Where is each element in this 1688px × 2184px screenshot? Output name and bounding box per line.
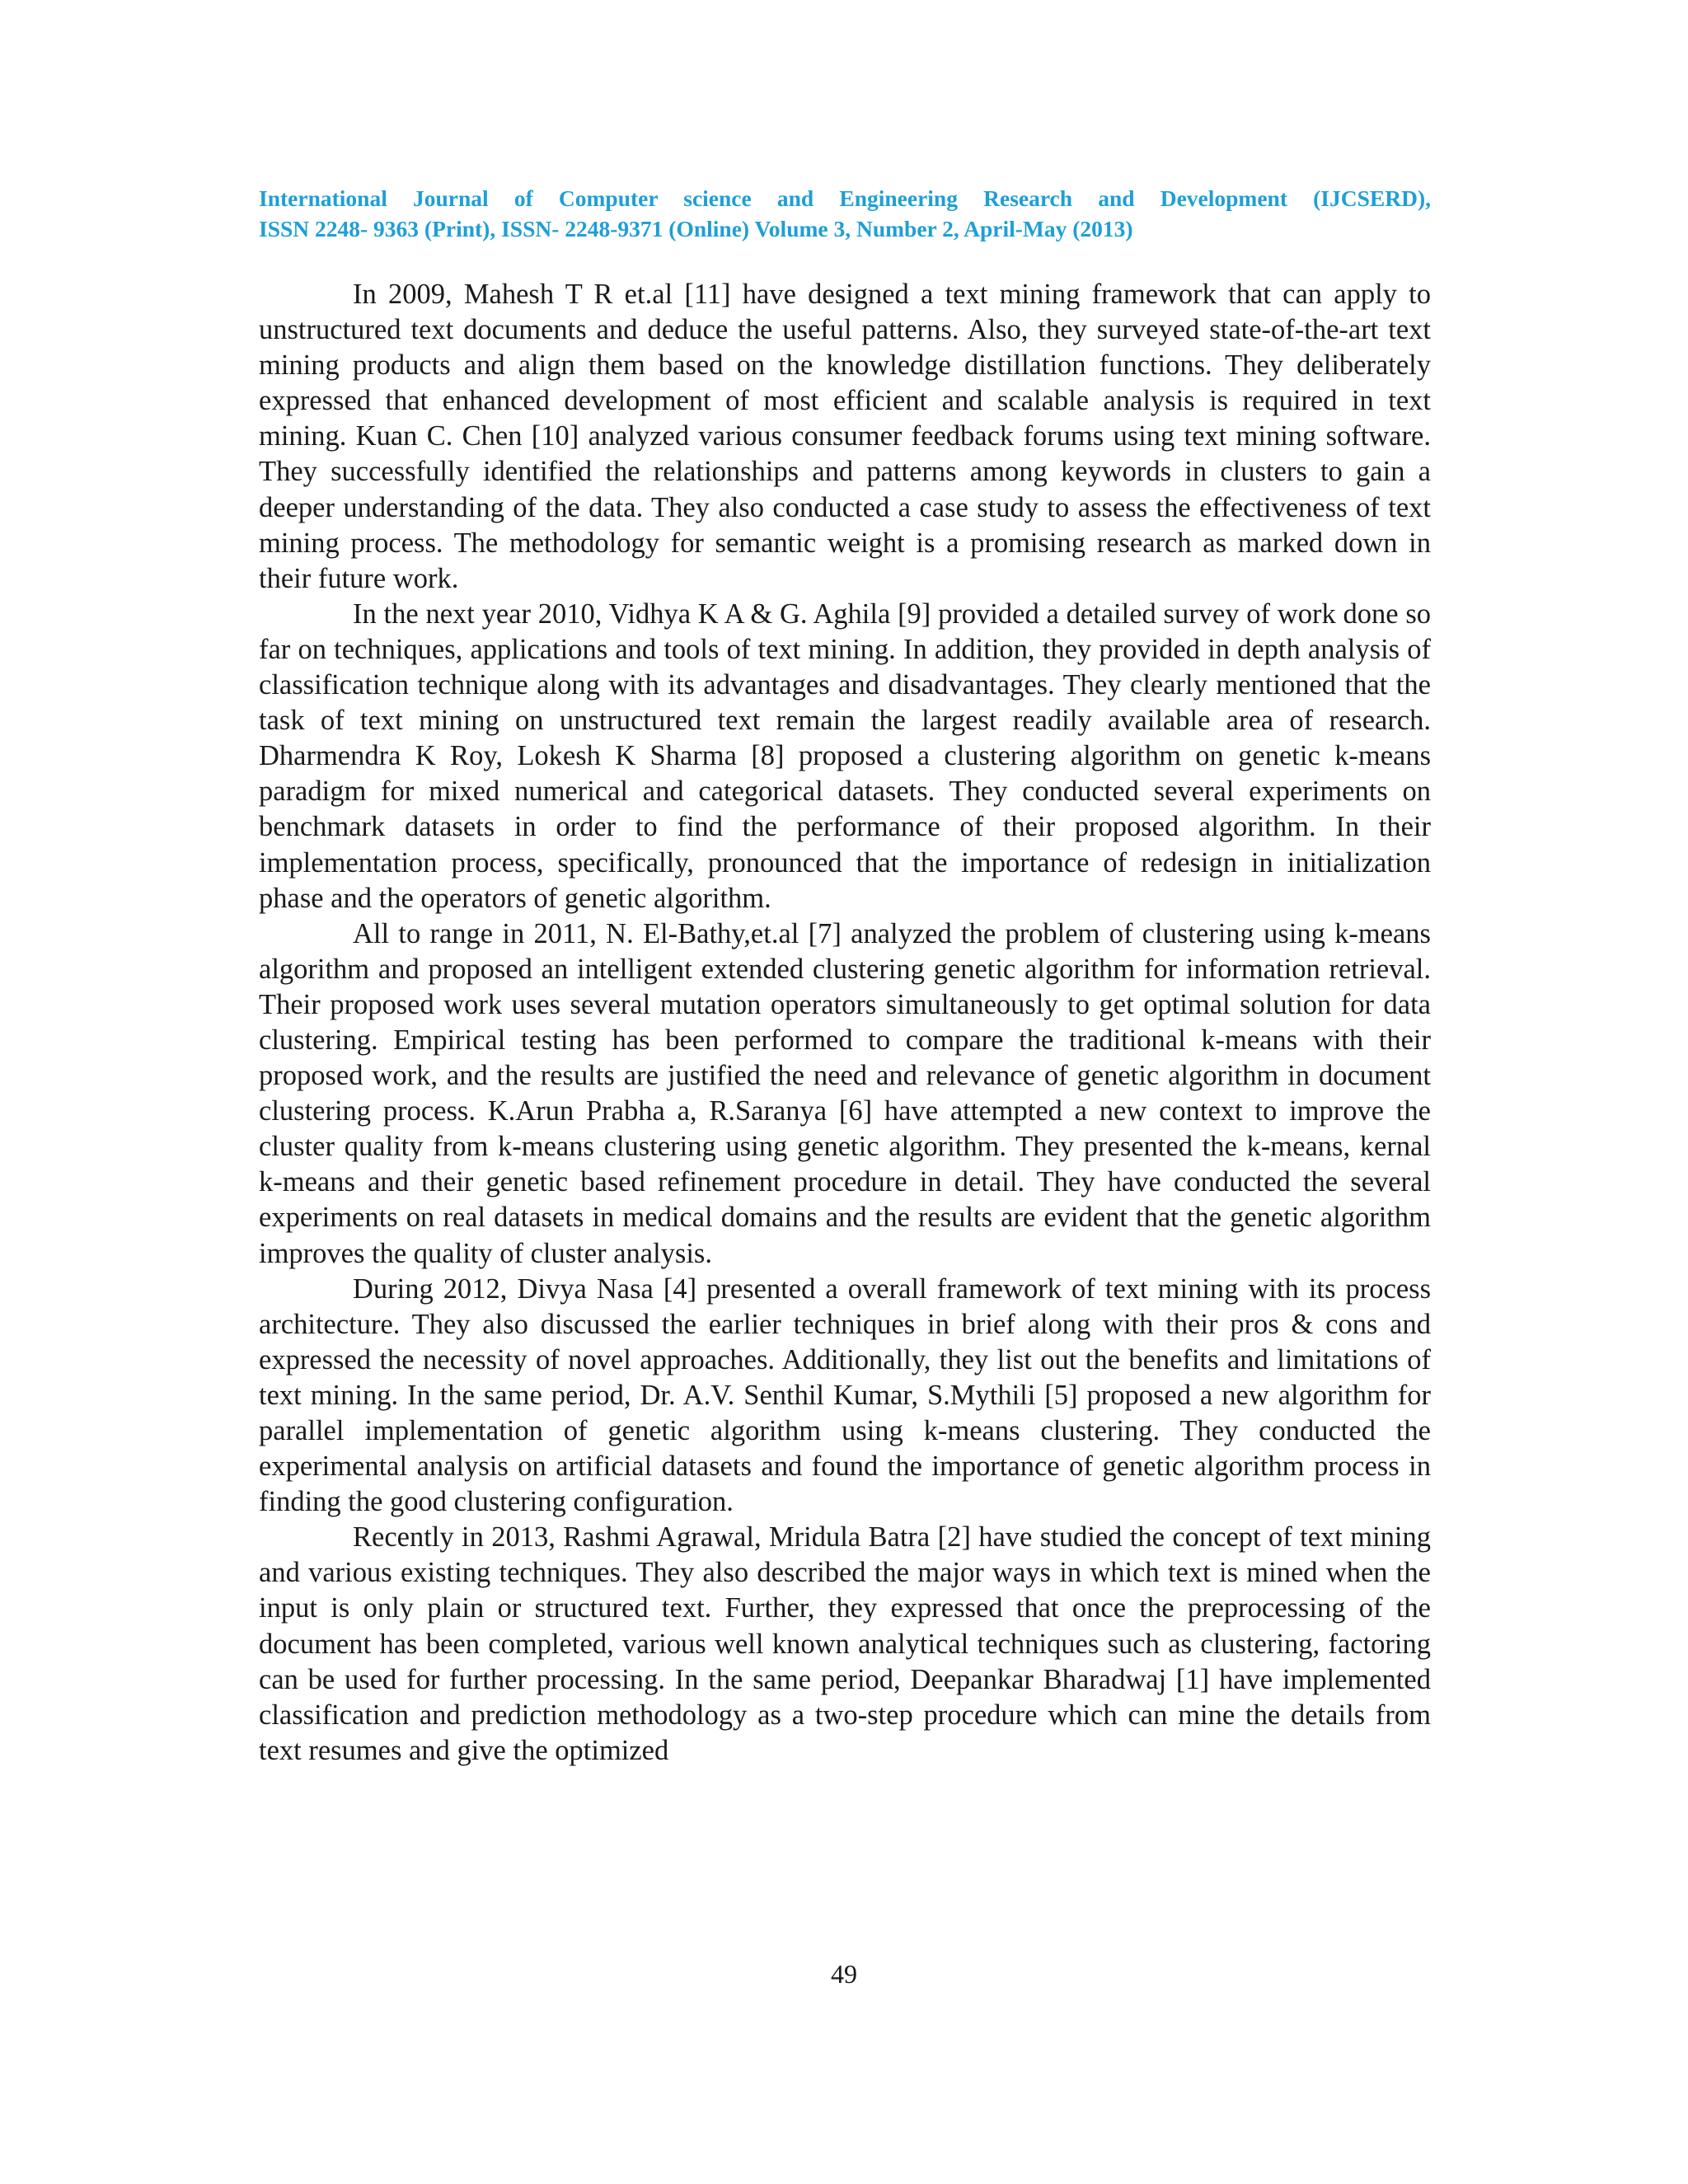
paragraph-2010: In the next year 2010, Vidhya K A & G. Aghila [9] provided a detailed survey of work done so far on techniques, applications and tools of text mining. In addition, they provided in depth analysis of classification technique along with its advantages and disadvantages. They clearly mentioned that the task of text mining on unstructured text remain the largest readily available area of research. Dharmendra K Roy, Lokesh K Sharma [8] proposed a clustering algorithm on genetic k-means paradigm for mixed numerical and categorical datasets. They conducted several experiments on benchmark datasets in order to find the performance of their proposed algorithm. In their implementation process, specifically, pronounced that the importance of redesign in initialization phase and the operators of genetic algorithm.: [259, 598, 1431, 914]
journal-header: [259, 183, 1431, 244]
paragraph-2013: Recently in 2013, Rashmi Agrawal, Mridula Batra [2] have studied the concept of text mining and various existing techniques. They also described the major ways in which text is mined when the input is only plain or structured text. Further, they expressed that once the preprocessing of the document has been completed, various well known analytical techniques such as clustering, factoring can be used for further processing. In the same period, Deepankar Bharadwaj [1] have implemented classification and prediction methodology as a two-step procedure which can mine the details from text resumes and give the optimized: [259, 1521, 1431, 1766]
paragraph-2011: All to range in 2011, N. El-Bathy,et.al [7] analyzed the problem of clustering using k-means algorithm and proposed an intelligent extended clustering genetic algorithm for information retrieval. Their proposed work uses several mutation operators simultaneously to get optimal solution for data clustering. Empirical testing has been performed to compare the traditional k-means with their proposed work, and the results are justified the need and relevance of genetic algorithm in document clustering process. K.Arun Prabha a, R.Saranya [6] have attempted a new context to improve the cluster quality from k-means clustering using genetic algorithm. They presented the k-means, kernal k-means and their genetic based refinement procedure in detail. They have conducted the several experiments on real datasets in medical domains and the results are evident that the genetic algorithm improves the quality of cluster analysis.: [259, 917, 1431, 1269]
page-number: 49: [831, 1959, 857, 1989]
journal-header-line-2: ISSN 2248- 9363 (Print), ISSN- 2248-9371 (Online) Volume 3, Number 2, April-May (2013): [259, 216, 1133, 241]
paragraph-2009: In 2009, Mahesh T R et.al [11] have designed a text mining framework that can apply to unstructured text documents and deduce the useful patterns. Also, they surveyed state-of-the-art text mining products and align them based on the knowledge distillation functions. They deliberately expressed that enhanced development of most efficient and scalable analysis is required in text mining. Kuan C. Chen [10] analyzed various consumer feedback forums using text mining software. They successfully identified the relationships and patterns among keywords in clusters to gain a deeper understanding of the data. They also conducted a case study to assess the effectiveness of text mining process. The methodology for semantic weight is a promising research as marked down in their future work.: [259, 279, 1431, 594]
journal-header-line-1: International Journal of Computer science and Engineering Research and Development (IJCSERD),: [259, 185, 1431, 211]
body-text: [259, 277, 1431, 1769]
paragraph-2012: During 2012, Divya Nasa [4] presented a overall framework of text mining with its process architecture. They also discussed the earlier techniques in brief along with their pros & cons and expressed the necessity of novel approaches. Additionally, they list out the benefits and limitations of text mining. In the same period, Dr. A.V. Senthil Kumar, S.Mythili [5] proposed a new algorithm for parallel implementation of genetic algorithm using k-means clustering. They conducted the experimental analysis on artificial datasets and found the importance of genetic algorithm process in finding the good clustering configuration.: [259, 1272, 1431, 1518]
